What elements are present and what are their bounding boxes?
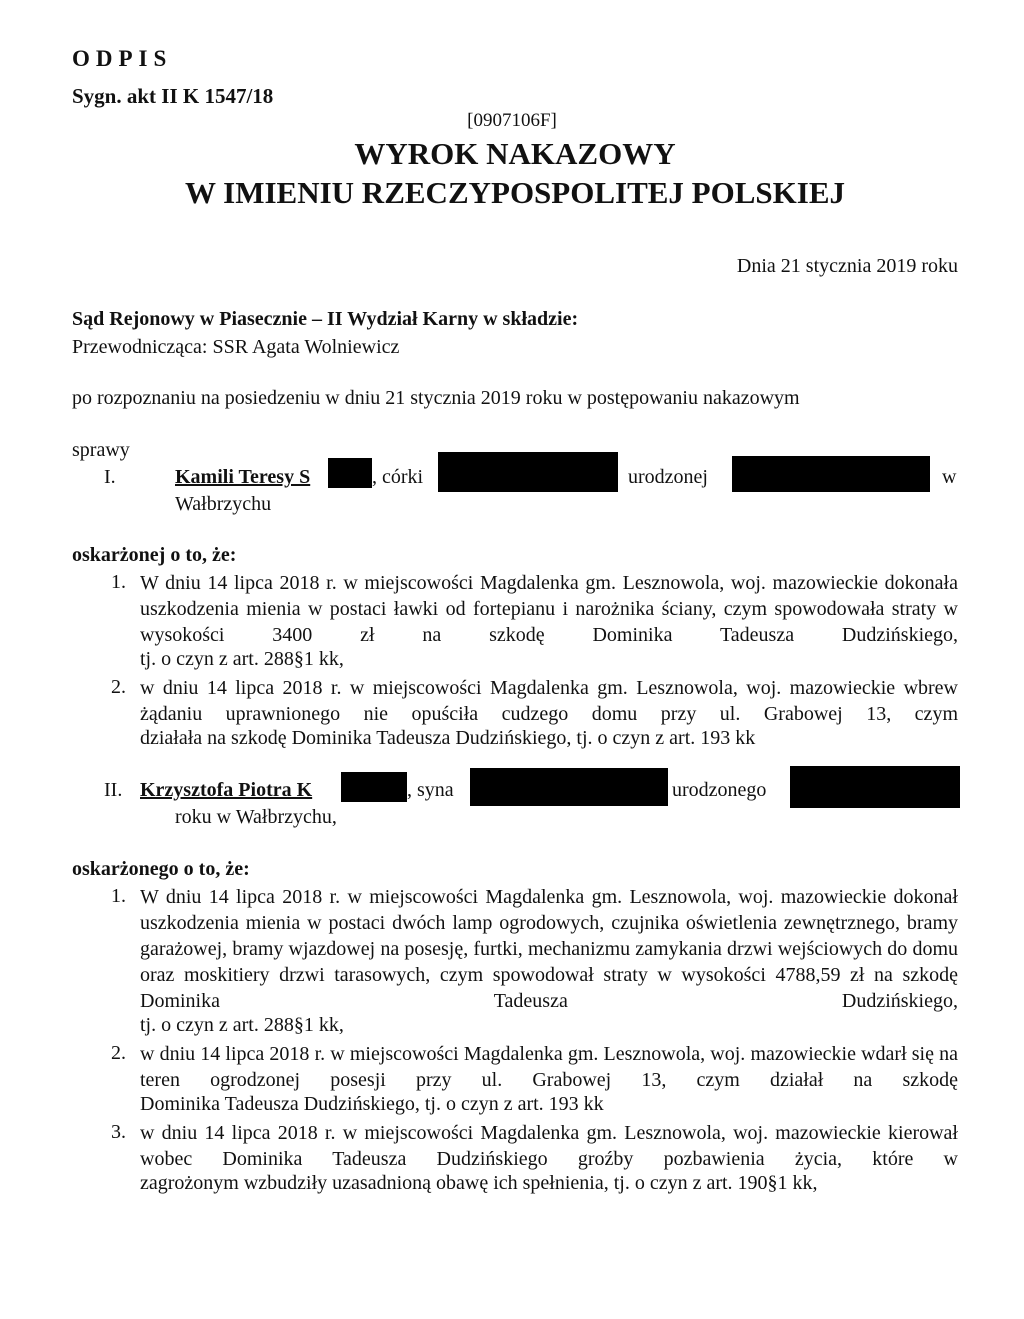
- charge-text-last-line: Dominika Tadeusza Dudzińskiego, tj. o czyn z art. 193 kk: [140, 1093, 604, 1115]
- defendant1-born: urodzonej: [628, 466, 708, 488]
- defendant1-charges-heading: oskarżonej o to, że:: [72, 544, 237, 566]
- redaction-box: [341, 772, 407, 802]
- charge-number: 1.: [111, 885, 126, 907]
- charge-text-last-line: tj. o czyn z art. 288§1 kk,: [140, 648, 344, 670]
- redaction-box: [328, 458, 372, 488]
- defendant2-born: urodzonego: [672, 779, 767, 801]
- redaction-box: [438, 452, 618, 492]
- defendant1-w: w: [942, 466, 957, 488]
- charge-text: w dniu 14 lipca 2018 r. w miejscowości Magdalenka gm. Lesznowola, woj. mazowieckie wbrew żądaniu uprawnionego nie opuściła cudzego domu przy ul. Grabowej 13, czym: [140, 677, 958, 725]
- charge-text: w dniu 14 lipca 2018 r. w miejscowości Magdalenka gm. Lesznowola, woj. mazowieckie wdarł się na teren ogrodzonej posesji przy ul. Grabowej 13, czym działał na szkodę: [140, 1043, 958, 1091]
- document-code: [0907106F]: [467, 110, 557, 131]
- judgment-date: Dnia 21 stycznia 2019 roku: [736, 255, 958, 277]
- court-name: Sąd Rejonowy w Piasecznie – II Wydział Karny w składzie:: [72, 308, 579, 330]
- court-chair: Przewodnicząca: SSR Agata Wolniewicz: [72, 336, 400, 358]
- defendant2-name: Krzysztofa Piotra K: [140, 779, 313, 801]
- defendant2-relation: , syna: [407, 779, 454, 801]
- charge-number: 3.: [111, 1121, 126, 1143]
- charge-text-last-line: zagrożonym wzbudziły uzasadnioną obawę ich spełnienia, tj. o czyn z art. 190§1 kk,: [140, 1172, 818, 1194]
- defendant1-relation: , córki: [372, 466, 424, 488]
- sprawy-label: sprawy: [72, 439, 130, 461]
- odpis-label: ODPIS: [72, 46, 173, 71]
- charge-number: 2.: [111, 676, 126, 698]
- charge-text-last-line: działała na szkodę Dominika Tadeusza Dudzińskiego, tj. o czyn z art. 193 kk: [140, 727, 756, 749]
- defendant2-charges-heading: oskarżonego o to, że:: [72, 858, 250, 880]
- charge-text: w dniu 14 lipca 2018 r. w miejscowości Magdalenka gm. Lesznowola, woj. mazowieckie kierował wobec Dominika Tadeusza Dudzińskiego groźby pozbawienia życia, które w: [140, 1122, 958, 1170]
- defendant1-numeral: I.: [104, 466, 116, 488]
- document-subtitle: W IMIENIU RZECZYPOSPOLITEJ POLSKIEJ: [184, 175, 846, 210]
- redaction-box: [470, 768, 668, 806]
- case-signature: Sygn. akt II K 1547/18: [72, 84, 274, 108]
- redaction-box: [790, 766, 960, 808]
- charge-text: W dniu 14 lipca 2018 r. w miejscowości Magdalenka gm. Lesznowola, woj. mazowieckie dokonał uszkodzenia mienia w postaci dwóch lamp ogrodowych, czujnika oświetlenia zewnętrznego, bramy garażowej, bramy wjazdowej na posesję, furtki, mechanizmu zamykania drzwi wejściowych do domu oraz moskitiery drzwi tarasowych, czym spowodował straty w wysokości 4788,59 zł na szkodę Dominika Tadeusza Dudzińskiego,: [140, 886, 958, 1012]
- defendant2-numeral: II.: [104, 779, 123, 801]
- charge-text: W dniu 14 lipca 2018 r. w miejscowości Magdalenka gm. Lesznowola, woj. mazowieckie dokonała uszkodzenia mienia w postaci ławki od fortepianu i narożnika ściany, czym spowodowała straty w wysokości 3400 zł na szkodę Dominika Tadeusza Dudzińskiego,: [140, 572, 958, 646]
- defendant2-place: roku w Wałbrzychu,: [175, 806, 337, 828]
- defendant1-place: Wałbrzychu: [175, 493, 272, 515]
- defendant1-name: Kamili Teresy S: [175, 466, 311, 488]
- redaction-box: [732, 456, 930, 492]
- intro-paragraph: po rozpoznaniu na posiedzeniu w dniu 21 stycznia 2019 roku w postępowaniu nakazowym: [72, 387, 800, 409]
- charge-text-last-line: tj. o czyn z art. 288§1 kk,: [140, 1014, 344, 1036]
- charge-number: 2.: [111, 1042, 126, 1064]
- charge-number: 1.: [111, 571, 126, 593]
- document-title: WYROK NAKAZOWY: [354, 136, 676, 171]
